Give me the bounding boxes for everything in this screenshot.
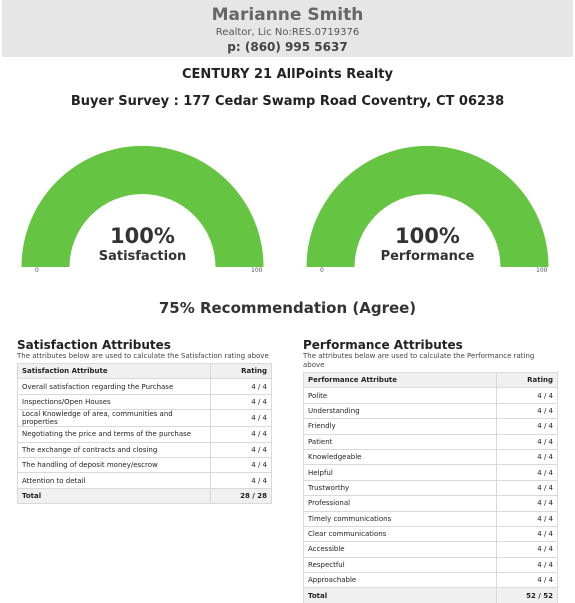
table-row — [304, 449, 558, 464]
column-header-rating: Rating — [497, 373, 558, 388]
attribute-cell: Understanding — [304, 403, 497, 418]
total-label: Total — [18, 488, 211, 503]
table-row — [304, 542, 558, 557]
attribute-cell: Negotiating the price and terms of the purchase — [18, 427, 211, 442]
rating-cell: 4 / 4 — [497, 388, 558, 403]
agent-name: Marianne Smith — [211, 5, 364, 25]
agent-license: Realtor, Lic No:RES.0719376 — [215, 27, 360, 38]
performance-section — [303, 338, 558, 603]
table-row — [304, 496, 558, 511]
table-row — [18, 394, 272, 409]
table-row — [304, 511, 558, 526]
survey-title: Buyer Survey : 177 Cedar Swamp Road Coventry, CT 06238 — [70, 94, 505, 109]
attribute-cell: Attention to detail — [18, 473, 211, 488]
attribute-cell: Approachable — [304, 573, 497, 588]
attribute-cell: Inspections/Open Houses — [18, 394, 211, 409]
satisfaction-section — [17, 338, 272, 504]
satisfaction-subtitle: The attributes below are used to calculate the Satisfaction rating above — [17, 352, 269, 360]
performance-table — [303, 372, 558, 603]
rating-cell: 4 / 4 — [497, 403, 558, 418]
total-row — [304, 588, 558, 603]
attribute-cell: Polite — [304, 388, 497, 403]
attribute-cell: The exchange of contracts and closing — [18, 442, 211, 457]
table-row — [304, 465, 558, 480]
attribute-cell: Accessible — [304, 542, 497, 557]
total-value: 28 / 28 — [211, 488, 272, 503]
table-row — [304, 480, 558, 495]
rating-cell: 4 / 4 — [497, 542, 558, 557]
satisfaction-gauge-value: 100% — [110, 224, 175, 248]
rating-cell: 4 / 4 — [497, 449, 558, 464]
rating-cell: 4 / 4 — [211, 457, 272, 472]
satisfaction-gauge-label: Satisfaction — [98, 249, 187, 264]
table-row — [304, 388, 558, 403]
table-row — [304, 573, 558, 588]
performance-gauge-max: 100 — [536, 267, 548, 274]
total-row — [18, 488, 272, 503]
table-row — [304, 434, 558, 449]
column-header-attribute: Satisfaction Attribute — [18, 364, 211, 379]
rating-cell: 4 / 4 — [497, 465, 558, 480]
table-header-row — [18, 364, 272, 379]
table-row — [18, 457, 272, 472]
rating-cell: 4 / 4 — [497, 496, 558, 511]
rating-cell: 4 / 4 — [211, 473, 272, 488]
satisfaction-gauge — [21, 138, 264, 278]
rating-cell: 4 / 4 — [497, 557, 558, 572]
performance-gauge — [306, 138, 549, 278]
recommendation-summary: 75% Recommendation (Agree) — [158, 299, 417, 317]
company-name: CENTURY 21 AllPoints Realty — [182, 67, 393, 82]
attribute-cell: Professional — [304, 496, 497, 511]
rating-cell: 4 / 4 — [211, 410, 272, 427]
rating-cell: 4 / 4 — [497, 526, 558, 541]
table-row — [18, 410, 272, 427]
performance-title: Performance Attributes — [303, 338, 463, 352]
satisfaction-gauge-max: 100 — [251, 267, 263, 274]
rating-cell: 4 / 4 — [497, 573, 558, 588]
rating-cell: 4 / 4 — [211, 427, 272, 442]
table-row — [304, 557, 558, 572]
performance-gauge-label: Performance — [380, 249, 475, 264]
table-row — [18, 473, 272, 488]
agent-header — [2, 0, 573, 57]
attribute-cell: The handling of deposit money/escrow — [18, 457, 211, 472]
total-label: Total — [304, 588, 497, 603]
attribute-cell: Local Knowledge of area, communities and properties — [18, 410, 211, 427]
performance-gauge-min: 0 — [320, 267, 324, 274]
table-row — [18, 379, 272, 394]
agent-phone: p: (860) 995 5637 — [227, 40, 348, 54]
attribute-cell: Timely communications — [304, 511, 497, 526]
total-value: 52 / 52 — [497, 588, 558, 603]
performance-subtitle: The attributes below are used to calculate the Performance rating above — [303, 352, 535, 369]
table-row — [304, 403, 558, 418]
attribute-cell: Clear communications — [304, 526, 497, 541]
satisfaction-table — [17, 363, 272, 504]
attribute-cell: Friendly — [304, 419, 497, 434]
attribute-cell: Overall satisfaction regarding the Purchase — [18, 379, 211, 394]
attribute-cell: Patient — [304, 434, 497, 449]
satisfaction-title: Satisfaction Attributes — [17, 338, 171, 352]
performance-gauge-value: 100% — [395, 224, 460, 248]
attribute-cell: Trustworthy — [304, 480, 497, 495]
rating-cell: 4 / 4 — [211, 379, 272, 394]
satisfaction-gauge-min: 0 — [35, 267, 39, 274]
table-header-row — [304, 373, 558, 388]
attribute-cell: Knowledgeable — [304, 449, 497, 464]
table-row — [304, 526, 558, 541]
rating-cell: 4 / 4 — [211, 394, 272, 409]
rating-cell: 4 / 4 — [497, 419, 558, 434]
table-row — [304, 419, 558, 434]
attribute-cell: Respectful — [304, 557, 497, 572]
rating-cell: 4 / 4 — [497, 480, 558, 495]
table-row — [18, 427, 272, 442]
column-header-attribute: Performance Attribute — [304, 373, 497, 388]
rating-cell: 4 / 4 — [211, 442, 272, 457]
table-row — [18, 442, 272, 457]
column-header-rating: Rating — [211, 364, 272, 379]
rating-cell: 4 / 4 — [497, 434, 558, 449]
attribute-cell: Helpful — [304, 465, 497, 480]
rating-cell: 4 / 4 — [497, 511, 558, 526]
